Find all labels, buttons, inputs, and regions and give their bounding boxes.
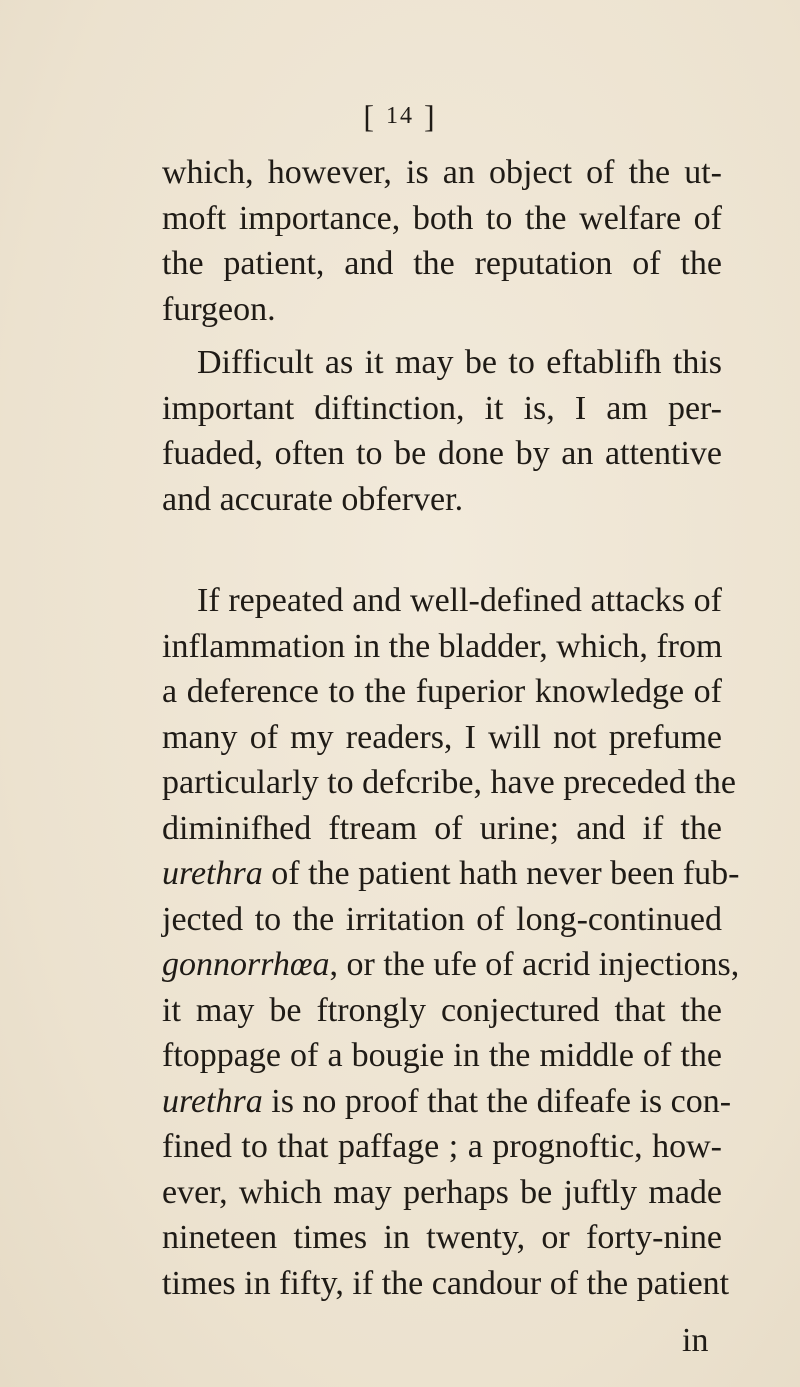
text-line: ftoppage of a bougie in the middle of the [162,1037,722,1074]
line-rest: of the patient hath never been fub- [262,855,740,892]
text-line: many of my readers, I will not prefume [162,718,722,756]
text-line: inflammation in the bladder, which, from [162,627,723,665]
line-rest: , or the ufe of acrid injections, [329,946,740,983]
text-line: particularly to defcribe, have preceded the [162,764,736,801]
text-line: it may be ftrongly conjectured that the [162,991,722,1029]
page-number-value: 14 [386,103,414,129]
text-line: Difficult as it may be to eftablifh this [197,344,722,381]
italic-term: gonnorrhœa [162,946,330,983]
text-line [162,851,740,897]
text-line: ever, which may perhaps be juftly made [162,1173,722,1211]
catchword: in [682,1322,709,1359]
text-line: which, however, is an object of the ut- [162,154,722,191]
line-rest: is no proof that the difeafe is con- [262,1082,732,1120]
text-line: diminifhed ftream of urine; and if the [162,809,722,847]
text-line: a deference to the fuperior knowledge of [162,673,722,710]
paragraph-2 [162,340,722,522]
text-line: nineteen times in twenty, or forty-nine [162,1219,722,1256]
text-line [162,1079,732,1125]
text-line: If repeated and well-defined attacks of [197,582,722,619]
page-number [0,98,800,135]
text-line: fuaded, often to be done by an attentive [162,435,722,472]
text-line [162,942,740,988]
text-line: the patient, and the reputation of the [162,245,722,282]
paragraph-1 [162,150,722,332]
text-line: moft importance, both to the welfare of [162,199,722,237]
text-line: important diftinction, it is, I am per- [162,389,722,427]
text-line: furgeon. [162,290,276,328]
left-bracket: [ [363,98,376,134]
text-line: jected to the irritation of long-continued [162,900,722,938]
paragraph-3 [162,578,740,1306]
right-bracket: ] [424,98,437,134]
text-line: fined to that paffage ; a prognoftic, how- [162,1128,722,1165]
text-line: and accurate obferver. [162,480,464,518]
italic-term: urethra [162,855,263,892]
italic-term: urethra [162,1082,263,1120]
text-line: times in fifty, if the candour of the patient [162,1264,730,1302]
